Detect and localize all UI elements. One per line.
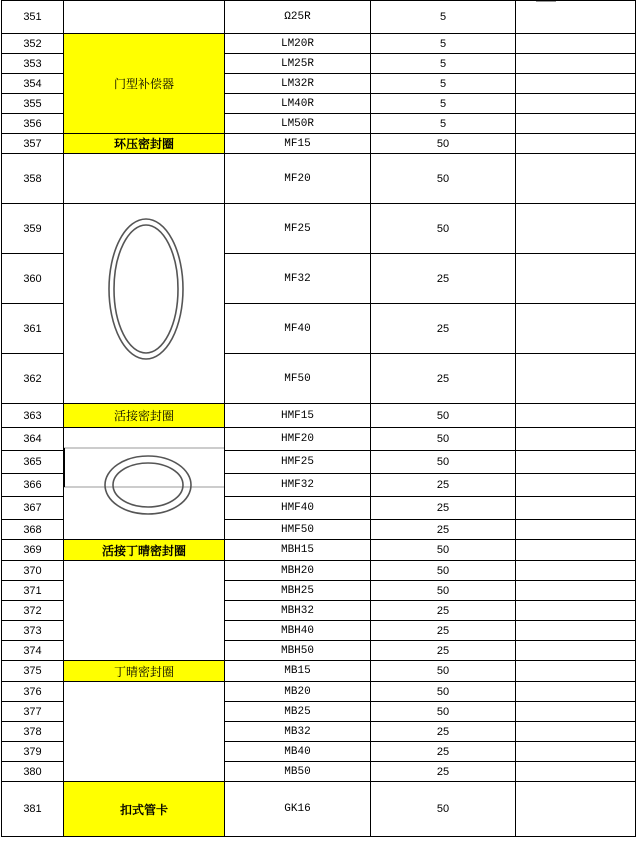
row-number: 353 — [2, 54, 64, 74]
row-number: 380 — [2, 762, 64, 782]
remark-cell — [516, 497, 636, 520]
remark-cell — [516, 540, 636, 561]
row-number: 364 — [2, 428, 64, 451]
remark-cell — [516, 204, 636, 254]
table-row — [2, 134, 636, 154]
remark-cell — [516, 561, 636, 581]
row-number: 363 — [2, 404, 64, 428]
model-cell: MBH25 — [225, 581, 371, 601]
qty-cell: 50 — [371, 581, 516, 601]
row-number: 374 — [2, 641, 64, 661]
remark-cell — [516, 154, 636, 204]
category-cell — [64, 682, 225, 782]
remark-cell — [516, 451, 636, 474]
remark-cell — [516, 134, 636, 154]
row-number: 379 — [2, 742, 64, 762]
model-cell: HMF25 — [225, 451, 371, 474]
qty-cell: 25 — [371, 601, 516, 621]
remark-cell — [516, 254, 636, 304]
qty-cell: 50 — [371, 782, 516, 837]
remark-cell — [516, 304, 636, 354]
model-cell: LM32R — [225, 74, 371, 94]
qty-cell: 25 — [371, 641, 516, 661]
table-row — [2, 404, 636, 428]
remark-cell — [516, 722, 636, 742]
model-cell: LM40R — [225, 94, 371, 114]
remark-cell — [516, 1, 636, 34]
model-cell: MF25 — [225, 204, 371, 254]
remark-cell — [516, 428, 636, 451]
row-number: 368 — [2, 520, 64, 540]
model-cell: GK16 — [225, 782, 371, 837]
qty-cell: 25 — [371, 474, 516, 497]
remark-cell — [516, 661, 636, 682]
table-row — [2, 661, 636, 682]
row-number: 352 — [2, 34, 64, 54]
row-number: 371 — [2, 581, 64, 601]
row-number: 357 — [2, 134, 64, 154]
model-cell: MF32 — [225, 254, 371, 304]
row-number: 372 — [2, 601, 64, 621]
row-number: 365 — [2, 451, 64, 474]
model-cell: HMF50 — [225, 520, 371, 540]
remark-cell — [516, 474, 636, 497]
remark-cell — [516, 114, 636, 134]
remark-cell — [516, 74, 636, 94]
row-number: 366 — [2, 474, 64, 497]
model-cell: MB25 — [225, 702, 371, 722]
model-cell: LM50R — [225, 114, 371, 134]
row-number: 378 — [2, 722, 64, 742]
qty-cell: 25 — [371, 520, 516, 540]
product-table — [1, 0, 636, 837]
table-row — [2, 782, 636, 837]
row-number: 359 — [2, 204, 64, 254]
table-row — [2, 561, 636, 581]
model-cell: MBH40 — [225, 621, 371, 641]
table-row — [2, 204, 636, 254]
category-buckle-clamp: 扣式管卡 — [64, 782, 225, 837]
row-number: 361 — [2, 304, 64, 354]
remark-cell — [516, 782, 636, 837]
model-cell: MB40 — [225, 742, 371, 762]
remark-cell — [516, 54, 636, 74]
remark-cell — [516, 581, 636, 601]
remark-cell — [516, 641, 636, 661]
qty-cell: 50 — [371, 451, 516, 474]
model-cell: MF40 — [225, 304, 371, 354]
qty-cell: 25 — [371, 497, 516, 520]
model-cell: MB15 — [225, 661, 371, 682]
model-cell: HMF20 — [225, 428, 371, 451]
qty-cell: 5 — [371, 34, 516, 54]
category-cell — [64, 561, 225, 661]
qty-cell: 50 — [371, 428, 516, 451]
row-number: 354 — [2, 74, 64, 94]
model-cell: MBH50 — [225, 641, 371, 661]
model-cell: MBH20 — [225, 561, 371, 581]
row-number: 375 — [2, 661, 64, 682]
category-nitrile-seal: 丁晴密封圈 — [64, 661, 225, 682]
category-door-compensator: 门型补偿器 — [64, 34, 225, 134]
qty-cell: 5 — [371, 1, 516, 34]
row-number: 358 — [2, 154, 64, 204]
qty-cell: 25 — [371, 254, 516, 304]
model-cell: HMF40 — [225, 497, 371, 520]
qty-cell: 50 — [371, 702, 516, 722]
model-cell: HMF32 — [225, 474, 371, 497]
qty-cell: 25 — [371, 621, 516, 641]
remark-cell — [516, 621, 636, 641]
row-number: 373 — [2, 621, 64, 641]
qty-cell: 50 — [371, 540, 516, 561]
row-number: 369 — [2, 540, 64, 561]
qty-cell: 25 — [371, 304, 516, 354]
model-cell: MF15 — [225, 134, 371, 154]
row-number: 355 — [2, 94, 64, 114]
remark-cell — [516, 601, 636, 621]
row-number: 362 — [2, 354, 64, 404]
model-cell: LM25R — [225, 54, 371, 74]
qty-cell: 50 — [371, 661, 516, 682]
oval-ring-image — [64, 209, 224, 399]
row-number: 360 — [2, 254, 64, 304]
model-cell: MBH32 — [225, 601, 371, 621]
qty-cell: 50 — [371, 561, 516, 581]
live-seal-image-cell — [64, 428, 225, 540]
category-live-nitrile-seal: 活接丁晴密封圈 — [64, 540, 225, 561]
qty-cell: 5 — [371, 94, 516, 114]
qty-cell: 50 — [371, 134, 516, 154]
row-number: 351 — [2, 1, 64, 34]
row-number: 370 — [2, 561, 64, 581]
category-live-seal: 活接密封圈 — [64, 404, 225, 428]
model-cell: Ω25R — [225, 1, 371, 34]
qty-cell: 50 — [371, 154, 516, 204]
table-row — [2, 540, 636, 561]
row-number: 356 — [2, 114, 64, 134]
qty-cell: 25 — [371, 354, 516, 404]
qty-cell: 5 — [371, 74, 516, 94]
ring-seal-image-cell — [64, 204, 225, 404]
qty-cell: 50 — [371, 682, 516, 702]
remark-cell — [516, 702, 636, 722]
qty-cell: 50 — [371, 204, 516, 254]
table-row — [2, 154, 636, 204]
model-cell: HMF15 — [225, 404, 371, 428]
model-cell: LM20R — [225, 34, 371, 54]
remark-cell — [516, 682, 636, 702]
row-number: 376 — [2, 682, 64, 702]
category-ring-seal: 环压密封圈 — [64, 134, 225, 154]
qty-cell: 25 — [371, 762, 516, 782]
table-row — [2, 428, 636, 451]
remark-cell — [516, 762, 636, 782]
qty-cell: 5 — [371, 54, 516, 74]
qty-cell: 25 — [371, 742, 516, 762]
model-cell: MBH15 — [225, 540, 371, 561]
remark-cell — [516, 520, 636, 540]
remark-cell — [516, 94, 636, 114]
qty-cell: 25 — [371, 722, 516, 742]
remark-cell — [516, 742, 636, 762]
row-number: 381 — [2, 782, 64, 837]
qty-cell: 50 — [371, 404, 516, 428]
model-cell: MB32 — [225, 722, 371, 742]
remark-cell — [516, 354, 636, 404]
remark-cell — [516, 404, 636, 428]
model-cell: MF20 — [225, 154, 371, 204]
row-number: 377 — [2, 702, 64, 722]
category-cell — [64, 1, 225, 34]
flat-ring-image — [64, 429, 224, 539]
qty-cell: 5 — [371, 114, 516, 134]
table-row — [2, 34, 636, 54]
remark-cell — [516, 34, 636, 54]
category-cell — [64, 154, 225, 204]
model-cell: MB20 — [225, 682, 371, 702]
row-number: 367 — [2, 497, 64, 520]
table-row — [2, 1, 636, 34]
table-row — [2, 682, 636, 702]
model-cell: MB50 — [225, 762, 371, 782]
model-cell: MF50 — [225, 354, 371, 404]
